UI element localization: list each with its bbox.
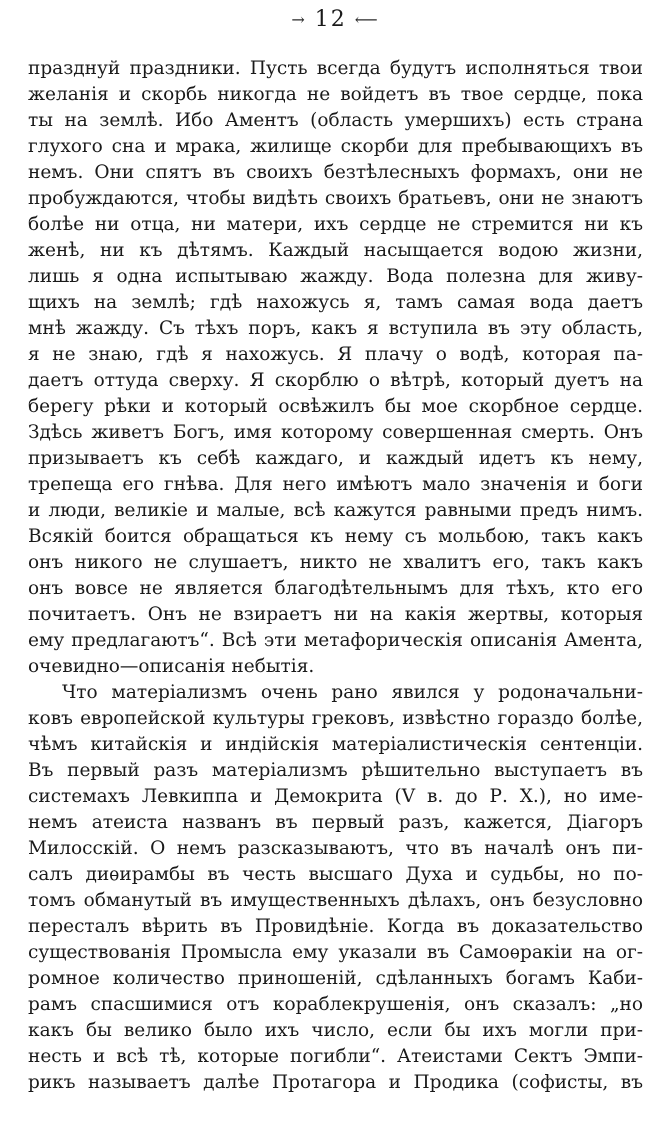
text-line: желанія и скорбь никогда не войдетъ въ твое сердце, пока	[28, 84, 643, 105]
paragraph-first-line: Что матеріализмъ очень рано явился у родоначальни-	[62, 682, 643, 703]
text-line: призываетъ къ себѣ каждаго, и каждый идетъ къ нему,	[28, 448, 643, 469]
text-line: немъ. Они спятъ въ своихъ безтѣлесныхъ формахъ, они не	[28, 162, 643, 183]
text-line: существованія Промысла ему указали въ Самоѳракіи на ог-	[28, 942, 643, 963]
text-line: лишь я одна испытываю жажду. Вода полезна для живу-	[28, 266, 643, 287]
text-line: трепеща его гнѣва. Для него имѣютъ мало значенія и боги	[28, 474, 643, 495]
text-line: празднуй праздники. Пусть всегда будутъ исполняться твои	[28, 58, 643, 79]
text-line: щихъ на землѣ; гдѣ нахожусь я, тамъ самая вода даетъ	[28, 292, 643, 313]
text-line: очевидно—описанія небытія.	[28, 656, 315, 677]
text-line: берегу рѣки и который освѣжилъ бы мое скорбное сердце.	[28, 396, 643, 417]
text-line: мнѣ жажду. Съ тѣхъ поръ, какъ я вступила въ эту область,	[28, 318, 643, 339]
text-line: Всякій боится обращаться къ нему съ мольбою, такъ какъ	[28, 526, 643, 547]
text-line: пробуждаются, чтобы видѣть своихъ братьевъ, они не знаютъ	[28, 188, 643, 209]
text-line: ты на землѣ. Ибо Аментъ (область умершихъ) есть страна	[28, 110, 643, 131]
text-line: глухого сна и мрака, жилище скорби для пребывающихъ въ	[28, 136, 643, 157]
page-number: 12	[314, 6, 347, 32]
text-line: рикъ называетъ далѣе Протагора и Продика (софисты, въ	[28, 1072, 643, 1093]
text-line: Въ первый разъ матеріализмъ рѣшительно выступаетъ въ	[28, 760, 643, 781]
text-line: ему предлагаютъ“. Всѣ эти метафорическія описанія Амента,	[28, 630, 643, 651]
text-line: томъ обманутый въ имущественныхъ дѣлахъ, онъ безусловно	[28, 890, 643, 911]
text-line: даетъ оттуда сверху. Я скорблю о вѣтрѣ, который дуетъ на	[28, 370, 643, 391]
text-line: салъ диѳирамбы въ честь высшаго Духа и судьбы, но по-	[28, 864, 643, 885]
left-arrow-ornament: →	[291, 9, 307, 29]
text-line: и люди, великіе и малые, всѣ кажутся равными предъ нимъ.	[28, 500, 643, 521]
text-line: пересталъ вѣрить въ Провидѣніе. Когда въ доказательство	[28, 916, 643, 937]
text-line: немъ атеиста названъ въ первый разъ, кажется, Діагоръ	[28, 812, 643, 833]
page-body-text	[28, 56, 643, 1096]
text-line: Милосскій. О немъ разсказываютъ, что въ началѣ онъ пи-	[28, 838, 643, 859]
text-line: болѣе ни отца, ни матери, ихъ сердце не стремится ни къ	[28, 214, 643, 235]
text-line: какъ бы велико было ихъ число, если бы ихъ могли при-	[28, 1020, 643, 1041]
page-header	[28, 2, 643, 36]
text-line: женѣ, ни къ дѣтямъ. Каждый насыщается водою жизни,	[28, 240, 643, 261]
text-line: системахъ Левкиппа и Демокрита (V в. до Р. Х.), но име-	[28, 786, 643, 807]
text-line: ковъ европейской культуры грековъ, извѣстно гораздо болѣе,	[28, 708, 643, 729]
text-line: я не знаю, гдѣ я нахожусь. Я плачу о водѣ, которая па-	[28, 344, 643, 365]
book-page	[28, 0, 643, 1124]
text-line: чѣмъ китайскія и индійскія матеріалистическія сентенціи.	[28, 734, 643, 755]
text-line: Здѣсь живетъ Богъ, имя которому совершенная смерть. Онъ	[28, 422, 643, 443]
text-line: почитаетъ. Онъ не взираетъ ни на какія жертвы, которыя	[28, 604, 643, 625]
text-line: онъ никого не слушаетъ, никто не хвалитъ его, такъ какъ	[28, 552, 643, 573]
text-line: ромное количество приношеній, сдѣланныхъ богамъ Каби-	[28, 968, 643, 989]
text-line: рамъ спасшимися отъ кораблекрушенія, онъ сказалъ: „но	[28, 994, 643, 1015]
right-arrow-ornament: ⟵	[354, 9, 380, 29]
text-line: несть и всѣ тѣ, которые погибли“. Атеистами Сектъ Эмпи-	[28, 1046, 643, 1067]
text-line: онъ вовсе не является благодѣтельнымъ для тѣхъ, кто его	[28, 578, 643, 599]
